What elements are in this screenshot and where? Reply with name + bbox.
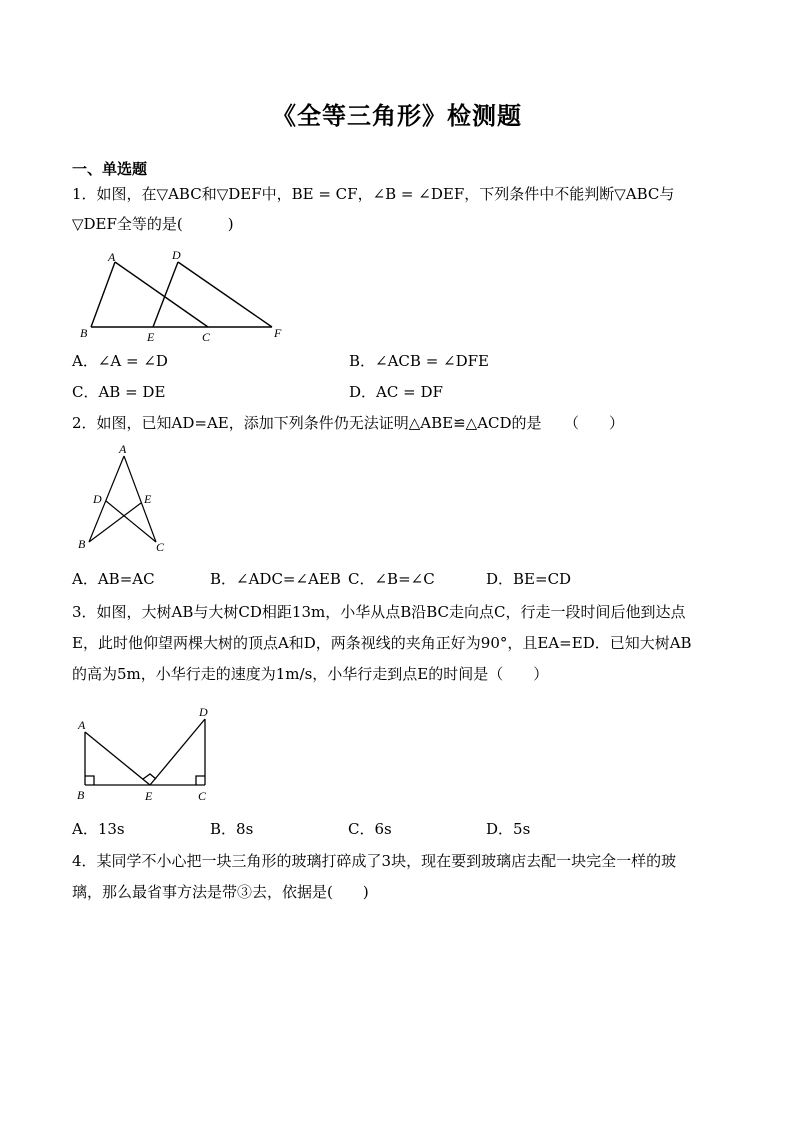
q3-seg-de: [150, 719, 205, 785]
q3-label-d: D: [199, 705, 208, 719]
page-title: 《全等三角形》检测题: [272, 101, 522, 130]
q1-option-c: C．AB = DE: [72, 383, 166, 401]
q2-label-a: A: [119, 442, 127, 456]
q3-option-b: B．8s: [210, 820, 254, 838]
q3-label-e: E: [145, 789, 153, 803]
q2-option-b: B．∠ADC=∠AEB: [210, 570, 341, 588]
q1-stem-line2: ▽DEF全等的是( ): [72, 215, 234, 233]
q4-stem-line1: 4．某同学不小心把一块三角形的玻璃打碎成了3块，现在要到玻璃店去配一块完全一样的玻: [72, 852, 677, 870]
q1-option-a: A．∠A = ∠D: [72, 352, 168, 370]
q2-label-d: D: [93, 492, 102, 506]
q2-option-a: A．AB=AC: [72, 570, 155, 588]
q3-option-d: D．5s: [486, 820, 531, 838]
q3-stem-line3: 的高为5m，小华行走的速度为1m/s，小华行走到点E的时间是（ ）: [72, 665, 549, 683]
q2-label-e: E: [144, 492, 152, 506]
q1-option-d: D．AC = DF: [349, 383, 443, 401]
q2-label-b: B: [78, 537, 86, 551]
q3-right-angle-e: [143, 774, 156, 779]
q1-label-a: A: [108, 250, 116, 264]
q3-label-a: A: [78, 718, 86, 732]
q1-label-b: B: [80, 326, 88, 340]
q3-stem-line2: E，此时他仰望两棵大树的顶点A和D，两条视线的夹角正好为90°，且EA=ED．已知大树AB: [72, 634, 692, 652]
q3-stem-line1: 3．如图，大树AB与大树CD相距13m，小华从点B沿BC走向点C，行走一段时间后他到达点: [72, 603, 686, 621]
q3-label-c: C: [198, 789, 207, 803]
q2-option-c: C．∠B=∠C: [348, 570, 435, 588]
q4-stem-line2: 璃，那么最省事方法是带③去，依据是( ): [72, 883, 369, 901]
q3-right-angle-b: [85, 776, 94, 785]
q2-option-d: D．BE=CD: [486, 570, 572, 588]
q3-seg-ae: [85, 732, 150, 785]
q1-option-b: B．∠ACB = ∠DFE: [349, 352, 489, 370]
q1-label-c: C: [202, 330, 211, 344]
q1-label-f: F: [274, 326, 282, 340]
q1-label-d: D: [172, 248, 181, 262]
q2-label-c: C: [156, 540, 165, 554]
q2-stem-line1: 2．如图，已知AD=AE，添加下列条件仍无法证明△ABE≌△ACD的是 （ ）: [72, 414, 625, 432]
q3-label-b: B: [77, 788, 85, 802]
q1-label-e: E: [147, 330, 155, 344]
q3-right-angle-c: [196, 776, 205, 785]
q3-option-c: C．6s: [348, 820, 392, 838]
q3-option-a: A．13s: [72, 820, 125, 838]
section-heading: 一、单选题: [72, 160, 148, 178]
q1-stem-line1: 1．如图，在▽ABC和▽DEF中，BE = CF，∠B = ∠DEF，下列条件中不能判断▽ABC与: [72, 185, 675, 203]
